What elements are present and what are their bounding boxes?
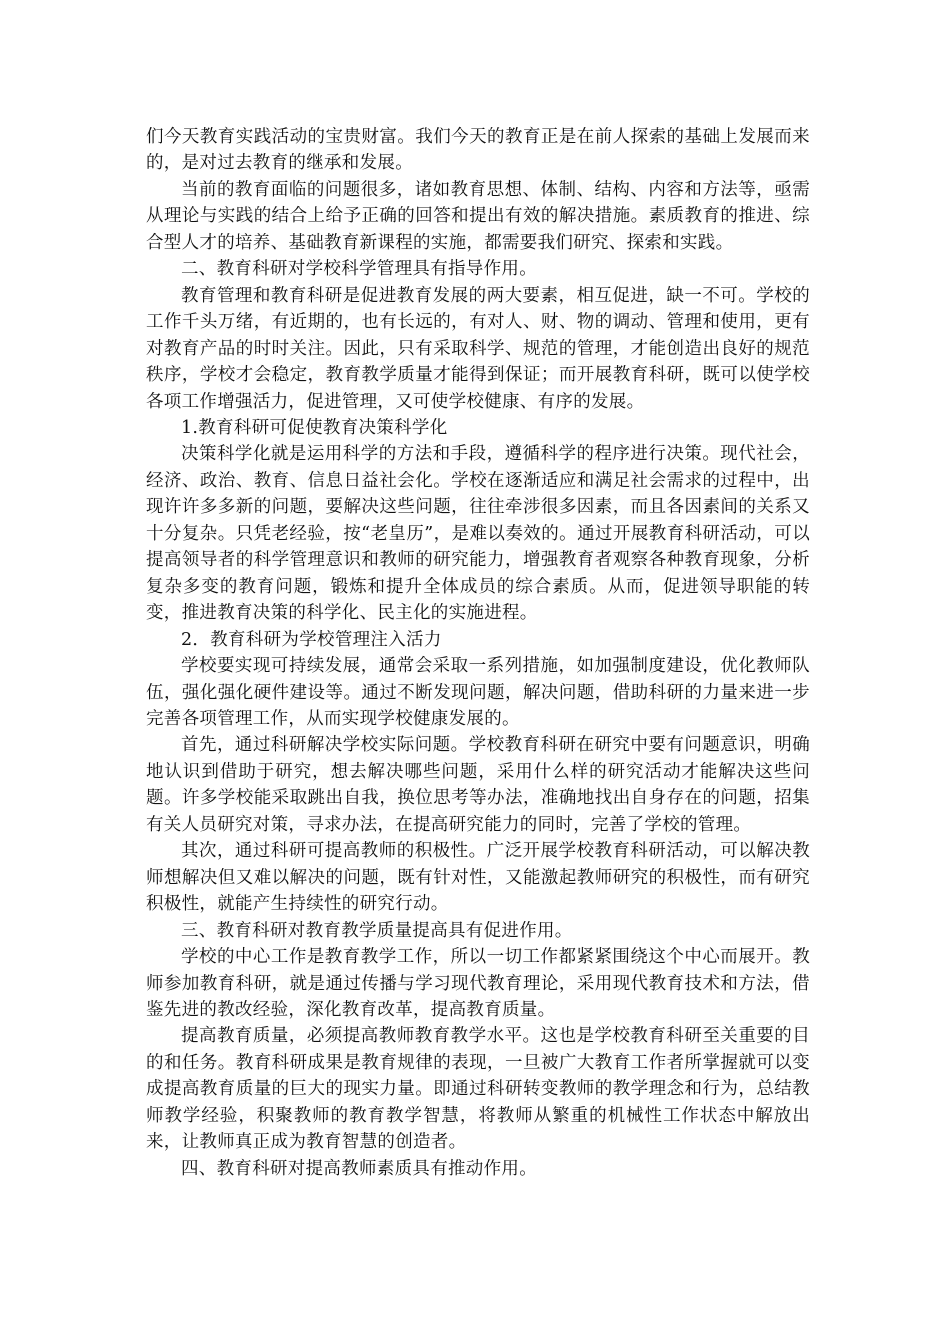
paragraph-7: 其次，通过科研可提高教师的积极性。广泛开展学校教育科研活动，可以解决教师想解决但又难以解决的问题，既有针对性，又能激起教师研究的积极性，而有研究积极性，就能产生持续性的研究行动。	[146, 841, 810, 915]
section-heading-4: 四、教育科研对提高教师素质具有推动作用。	[181, 1158, 537, 1179]
paragraph-3: 教育管理和教育科研是促进教育发展的两大要素，相互促进，缺一不可。学校的工作千头万绪，有近期的，也有长远的，有对人、财、物的调动、管理和使用，更有对教育产品的时时关注。因此，只有采取科学、规范的管理，才能创造出良好的规范秩序，学校才会稳定，教育教学质量才能得到保证；而开展教育科研，既可以使学校各项工作增强活力，促进管理，又可使学校健康、有序的发展。	[146, 285, 810, 412]
document-body	[146, 124, 810, 1182]
paragraph-9: 提高教育质量，必须提高教师教育教学水平。这也是学校教育科研至关重要的目的和任务。教育科研成果是教育规律的表现，一旦被广大教育工作者所掌握就可以变成提高教育质量的巨大的现实力量。即通过科研转变教师的教学理念和行为，总结教师教学经验，积聚教师的教育教学智慧，将教师从繁重的机械性工作状态中解放出来，让教师真正成为教育智慧的创造者。	[146, 1026, 810, 1153]
paragraph-5: 学校要实现可持续发展，通常会采取一系列措施，如加强制度建设，优化教师队伍，强化强化硬件建设等。通过不断发现问题，解决问题，借助科研的力量来进一步完善各项管理工作，从而实现学校健康发展的。	[146, 656, 810, 729]
paragraph-4: 决策科学化就是运用科学的方法和手段，遵循科学的程序进行决策。现代社会，经济、政治、教育、信息日益社会化。学校在逐渐适应和满足社会需求的过程中，出现许许多多新的问题，要解决这些问题，往往牵涉很多因素，而且各因素间的关系又十分复杂。只凭老经验，按“老皇历”，是难以奏效的。通过开展教育科研活动，可以提高领导者的科学管理意识和教师的研究能力，增强教育者观察各种教育现象，分析复杂多变的教育问题，锻炼和提升全体成员的综合素质。从而，促进领导职能的转变，推进教育决策的科学化、民主化的实施进程。	[146, 444, 810, 624]
paragraph-6: 首先，通过科研解决学校实际问题。学校教育科研在研究中要有问题意识，明确地认识到借助于研究，想去解决哪些问题，采用什么样的研究活动才能解决这些问题。许多学校能采取跳出自我，换位思考等办法，准确地找出自身存在的问题，招集有关人员研究对策，寻求办法，在提高研究能力的同时，完善了学校的管理。	[146, 735, 810, 835]
section-heading-3: 三、教育科研对教育教学质量提高具有促进作用。	[181, 920, 573, 941]
paragraph-2: 当前的教育面临的问题很多，诸如教育思想、体制、结构、内容和方法等，亟需从理论与实践的结合上给予正确的回答和提出有效的解决措施。素质教育的推进、综合型人才的培养、基础教育新课程的实施，都需要我们研究、探索和实践。	[146, 179, 810, 253]
paragraph-1: 们今天教育实践活动的宝贵财富。我们今天的教育正是在前人探索的基础上发展而来的，是对过去教育的继承和发展。	[146, 127, 810, 174]
section-heading-2: 二、教育科研对学校科学管理具有指导作用。	[181, 259, 537, 280]
subheading-1: 1.教育科研可促使教育决策科学化	[181, 417, 448, 438]
paragraph-8: 学校的中心工作是教育教学工作，所以一切工作都紧紧围绕这个中心而展开。教师参加教育科研，就是通过传播与学习现代教育理论，采用现代教育技术和方法，借鉴先进的教改经验，深化教育改革，提高教育质量。	[146, 947, 810, 1020]
subheading-2: 2．教育科研为学校管理注入活力	[181, 629, 442, 650]
